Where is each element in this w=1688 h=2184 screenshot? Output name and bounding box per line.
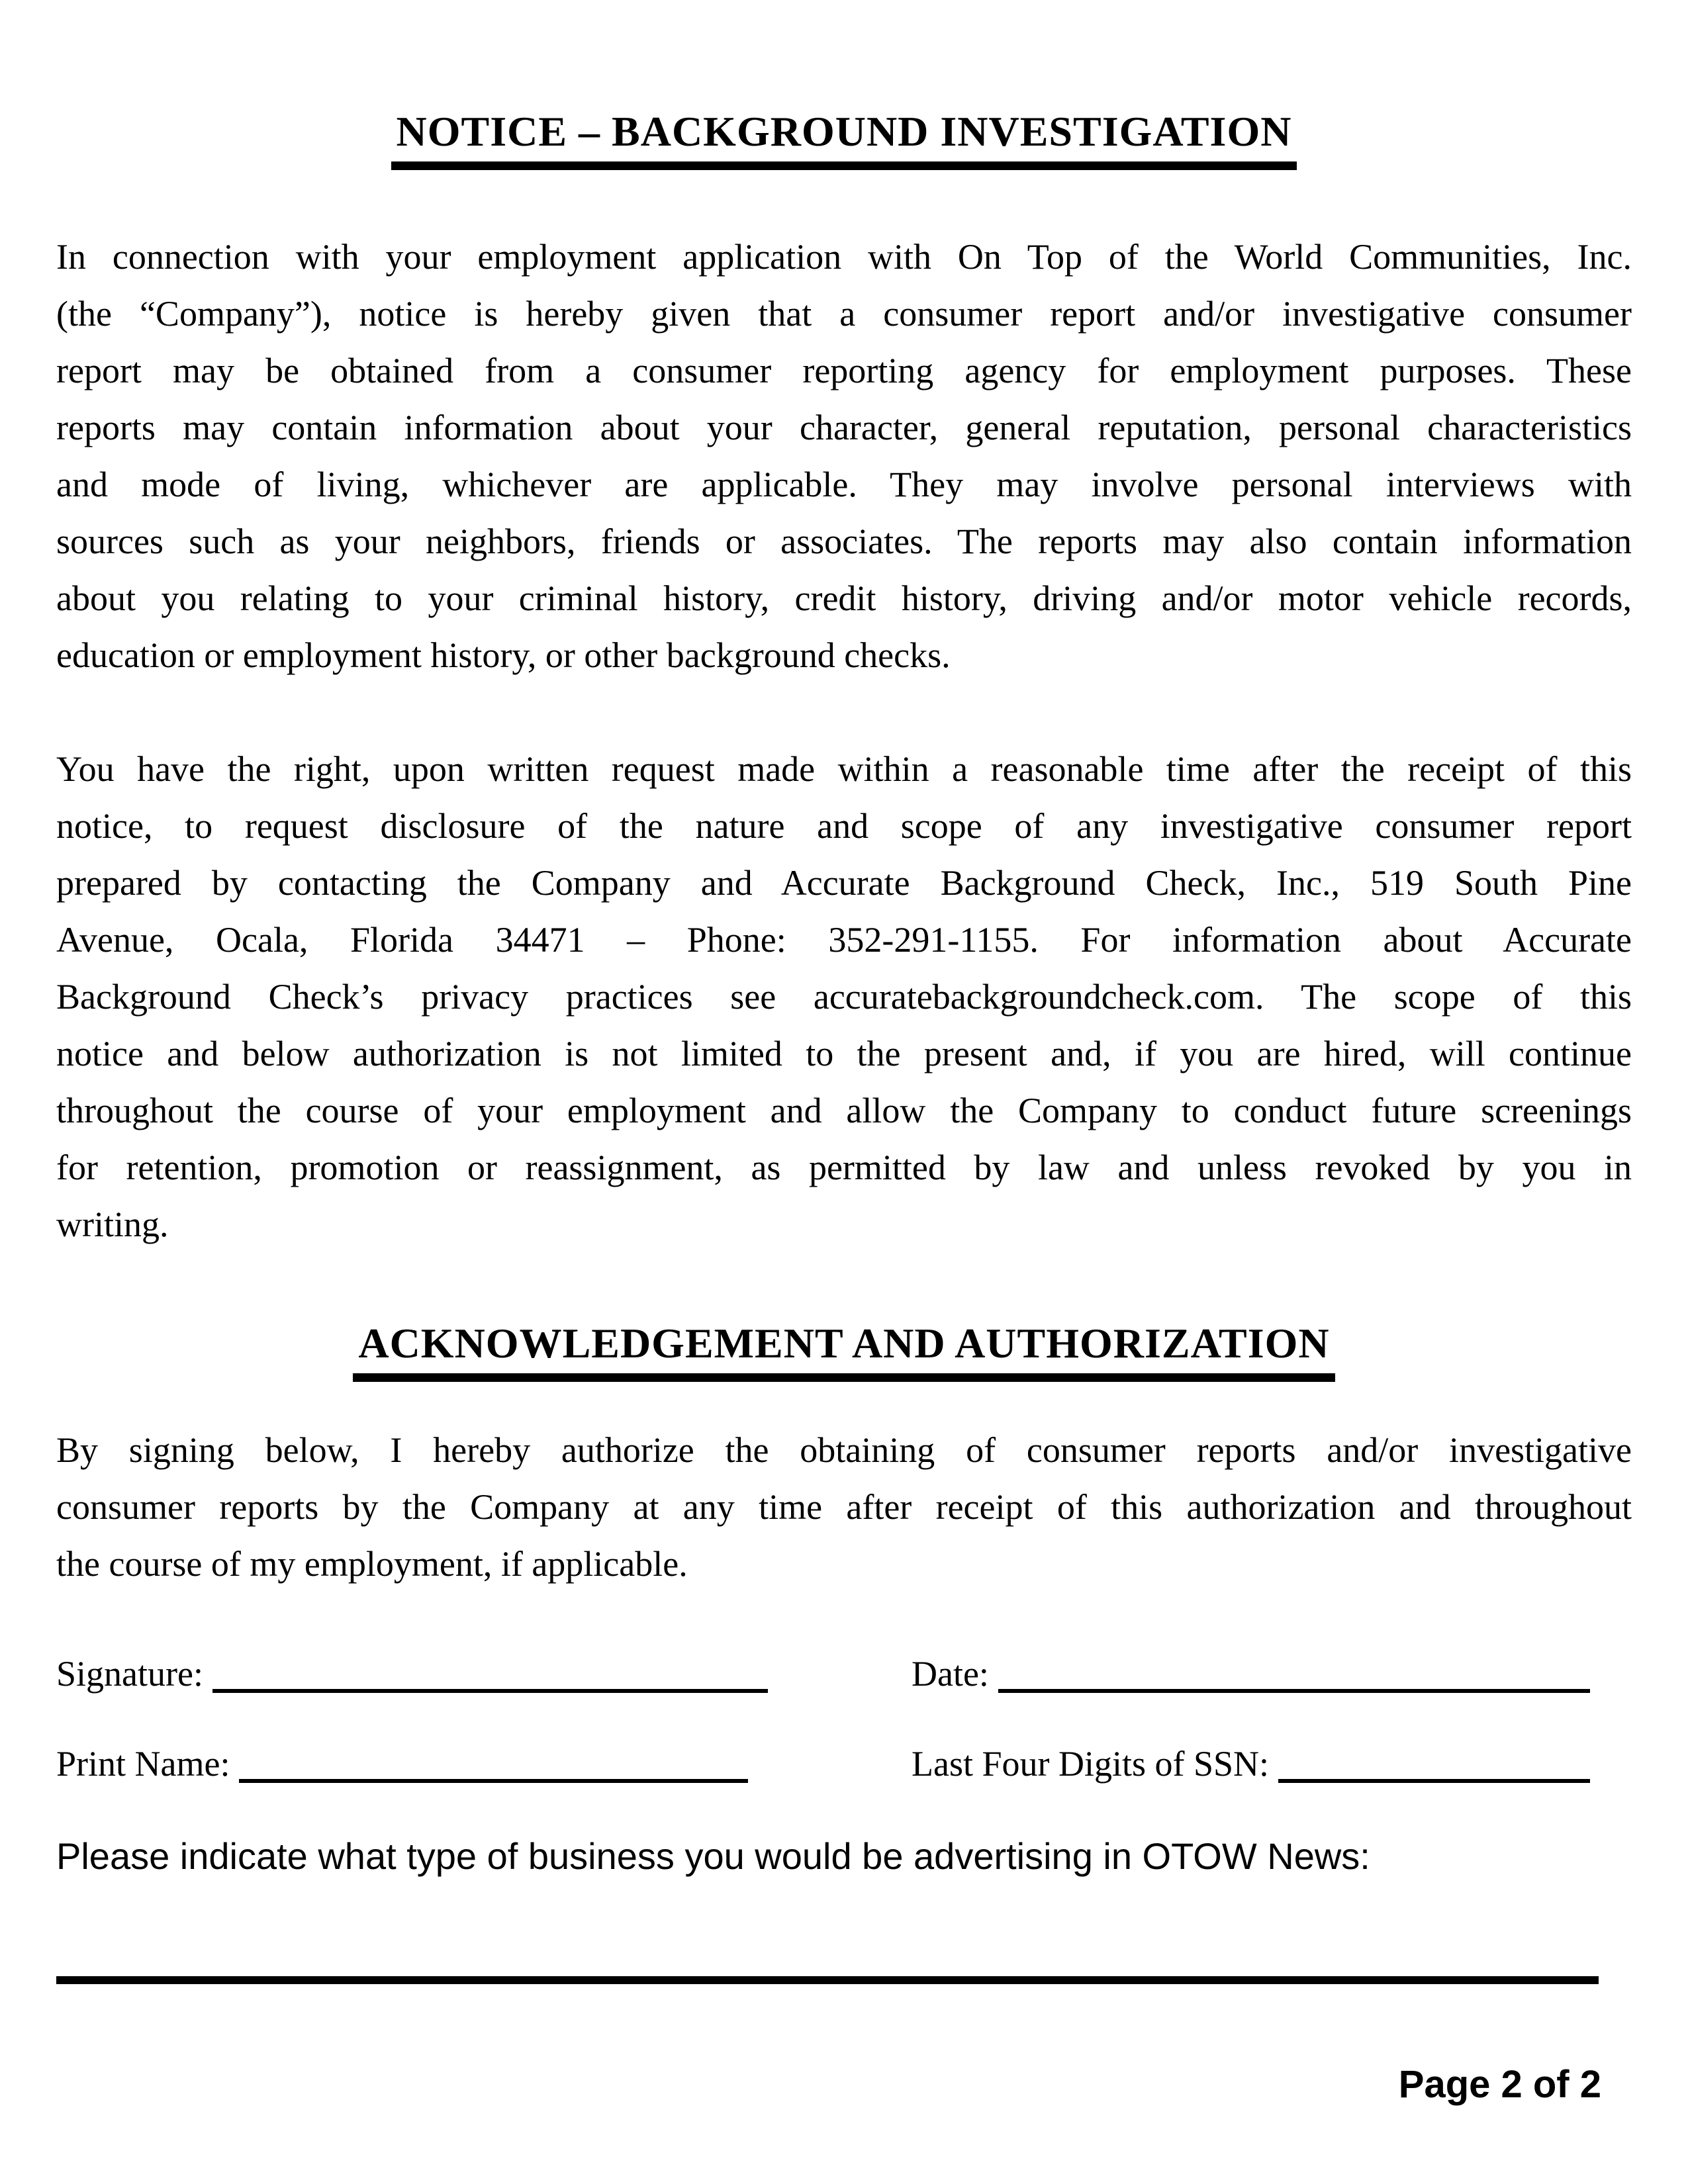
acknowledgement-title-row [56, 1319, 1632, 1382]
ssn-field [912, 1743, 1590, 1784]
text-line: (the “Company”), notice is hereby given that a consumer report and/or investigative consumer [56, 294, 1632, 334]
text-line: throughout the course of your employment and allow the Company to conduct future screenings [56, 1091, 1632, 1130]
signature-label: Signature: [56, 1654, 203, 1694]
text-line: notice and below authorization is not limited to the present and, if you are hired, will continue [56, 1034, 1632, 1073]
print-name-field [56, 1743, 748, 1784]
text-line: report may be obtained from a consumer reporting agency for employment purposes. These [56, 351, 1632, 390]
acknowledgement-title: ACKNOWLEDGEMENT AND AUTHORIZATION [353, 1319, 1335, 1382]
signature-date-row [56, 1645, 1632, 1694]
signature-field [56, 1653, 768, 1694]
text-line: Avenue, Ocala, Florida 34471 – Phone: 352-291-1155. For information about Accurate [56, 920, 1632, 960]
ssn-label: Last Four Digits of SSN: [912, 1744, 1270, 1784]
authorization-paragraph [56, 1422, 1632, 1592]
text-line: By signing below, I hereby authorize the obtaining of consumer reports and/or investigative [56, 1430, 1632, 1470]
text-line: writing. [56, 1205, 169, 1244]
text-line: Background Check’s privacy practices see accuratebackgroundcheck.com. The scope of this [56, 977, 1632, 1017]
text-line: education or employment history, or other background checks. [56, 635, 951, 675]
text-line: prepared by contacting the Company and Accurate Background Check, Inc., 519 South Pine [56, 863, 1632, 903]
notice-title: NOTICE – BACKGROUND INVESTIGATION [391, 107, 1297, 170]
page-number: Page 2 of 2 [1398, 2063, 1601, 2106]
print-name-label: Print Name: [56, 1744, 230, 1784]
text-line: and mode of living, whichever are applicable. They may involve personal interviews with [56, 465, 1632, 504]
date-label: Date: [912, 1654, 989, 1694]
text-line: consumer reports by the Company at any time after receipt of this authorization and throughout [56, 1487, 1632, 1527]
date-field [912, 1653, 1590, 1694]
text-line: sources such as your neighbors, friends or associates. The reports may also contain information [56, 522, 1632, 561]
text-line: for retention, promotion or reassignment, as permitted by law and unless revoked by you in [56, 1148, 1632, 1187]
notice-paragraph-2 [56, 741, 1632, 1253]
text-line: notice, to request disclosure of the nature and scope of any investigative consumer report [56, 806, 1632, 846]
date-line[interactable] [998, 1682, 1590, 1693]
business-response-line[interactable] [56, 1976, 1599, 1984]
ssn-line[interactable] [1278, 1772, 1590, 1783]
notice-title-row [56, 107, 1632, 170]
signature-line[interactable] [212, 1682, 768, 1693]
text-line: You have the right, upon written request made within a reasonable time after the receipt of this [56, 749, 1632, 789]
business-type-prompt: Please indicate what type of business you would be advertising in OTOW News: [56, 1835, 1370, 1877]
text-line: about you relating to your criminal history, credit history, driving and/or motor vehicle records, [56, 578, 1632, 618]
printname-ssn-row [56, 1735, 1632, 1784]
text-line: the course of my employment, if applicable. [56, 1544, 688, 1584]
text-line: reports may contain information about your character, general reputation, personal characteristics [56, 408, 1632, 447]
text-line: In connection with your employment application with On Top of the World Communities, Inc. [56, 237, 1632, 277]
print-name-line[interactable] [239, 1772, 748, 1783]
notice-paragraph-1 [56, 228, 1632, 684]
